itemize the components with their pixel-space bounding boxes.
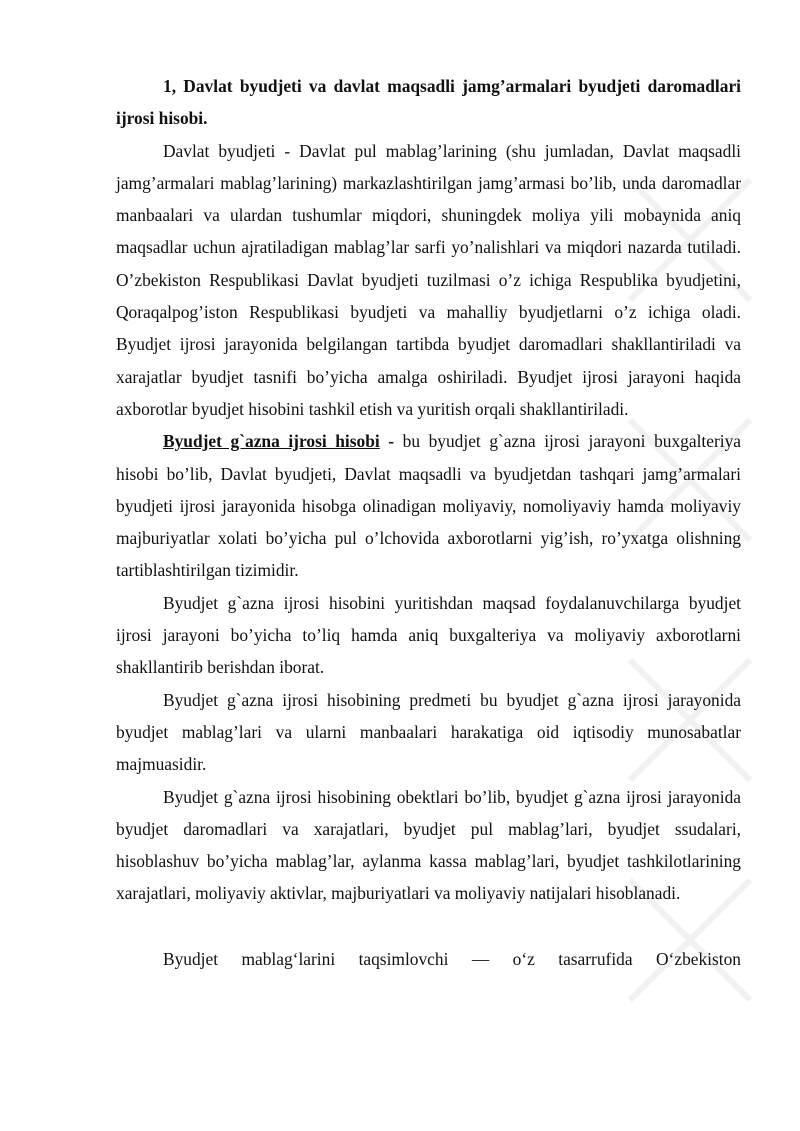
paragraph-davlat-byudjeti: Davlat byudjeti - Davlat pul mablag’larining (shu jumladan, Davlat maqsadli jamg’armalari mablag’larining) markazlashtirilgan jamg’armasi bo’lib, unda daromadlar manbaalari va ulardan tushumlar miqdori, shuningdek moliya yili mobaynida aniq maqsadlar uchun ajratiladigan mablag’lar sarfi yo’nalishlari va miqdori nazarda tutiladi. O’zbekiston Respublikasi Davlat byudjeti tuzilmasi o’z ichiga Respublika byudjetini, Qoraqalpog’iston Respublikasi byudjeti va mahalliy byudjetlarni o’z ichiga oladi. Byudjet ijrosi jarayonida belgilangan tartibda byudjet daromadlari shakllantiriladi va xarajatlar byudjet tasnifi bo’yicha amalga oshiriladi. Byudjet ijrosi jarayoni haqida axborotlar byudjet hisobini tashkil etish va yuritish orqali shakllantiriladi. [116, 140, 741, 419]
paragraph-distributor: Byudjet mablag‘larini taqsimlovchi — o‘z tasarrufida O‘zbekiston [163, 948, 741, 969]
section-heading: 1, Davlat byudjeti va davlat maqsadli jamg’armalari byudjeti daromadlari ijrosi hisobi. [116, 76, 741, 129]
definition-text: bu byudjet g`azna ijrosi jarayoni buxgalteriya hisobi bo’lib, Davlat byudjeti, Davlat maqsadli va byudjetdan tashqari jamg’armalari byudjeti ijrosi jarayonida hisobga olinadigan moliyaviy, nomoliyaviy hamda moliyaviy majburiyatlar xolati bo’yicha pul o’lchovida axborotlarni yig’ish, ro’yxatga olishning tartiblashtirilgan tizimidir. [116, 431, 741, 581]
term-separator: - [379, 431, 395, 452]
defined-term: Byudjet g`azna ijrosi hisobi [163, 431, 380, 452]
paragraph-definition [116, 425, 741, 586]
paragraph-gap [116, 910, 741, 943]
paragraph-subject: Byudjet g`azna ijrosi hisobining predmeti bu byudjet g`azna ijrosi jarayonida byudjet mablag’lari va ularni manbaalari harakatiga oid iqtisodiy munosabatlar majmuasidir. [116, 689, 741, 775]
document-page [116, 70, 741, 975]
paragraph-objects: Byudjet g`azna ijrosi hisobining obektlari bo’lib, byudjet g`azna ijrosi jarayonida byudjet daromadlari va xarajatlari, byudjet pul mablag’lari, byudjet ssudalari, hisoblashuv bo’yicha mablag’lar, aylanma kassa mablag’lari, byudjet tashkilotlarining xarajatlari, moliyaviy aktivlar, majburiyatlari va moliyaviy natijalari hisoblanadi. [116, 786, 741, 904]
paragraph-purpose: Byudjet g`azna ijrosi hisobini yuritishdan maqsad foydalanuvchilarga byudjet ijrosi jarayoni bo’yicha to’liq hamda aniq buxgalteriya va moliyaviy axborotlarni shakllantirib berishdan iborat. [116, 592, 741, 678]
